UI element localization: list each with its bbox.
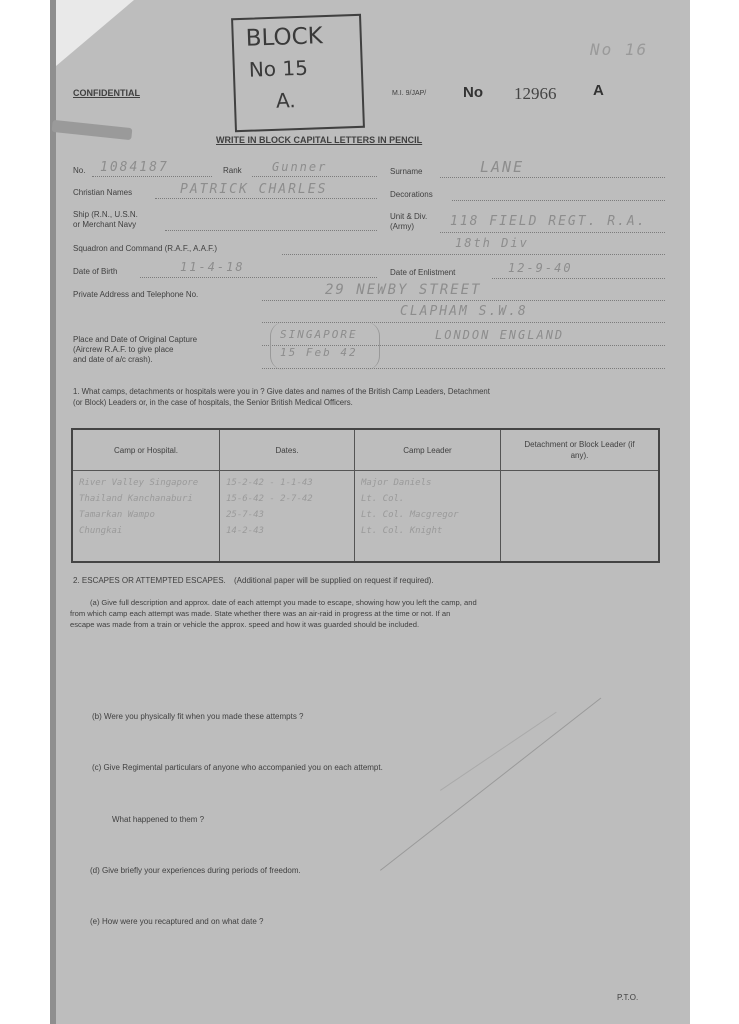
camps-table [71,428,660,563]
question-c: (c) Give Regimental particulars of anyone who accompanied you on each attempt. [92,763,383,772]
unit-value-1: 118 FIELD REGT. R.A. [450,214,647,229]
ship-label-1: Ship (R.N., U.S.N. [73,210,138,219]
enlistment-value: 12-9-40 [508,261,573,275]
cell-camp: Tamarkan Wampo [79,510,155,520]
question-a-line-1: (a) Give full description and approx. date of each attempt you made to escape, showing how you left the camp, and [90,598,477,607]
column-camp-or-hospital: Camp or Hospital. [72,429,220,471]
cell-leader: Lt. Col. Knight [361,526,443,536]
cell-leader: Lt. Col. [361,494,405,504]
squadron-label: Squadron and Command (R.A.F., A.A.F.) [73,244,218,253]
pto-label: P.T.O. [617,993,639,1002]
block-stamp [231,14,365,132]
question-a-line-2: from which camp each attempt was made. State whether there was an air-raid in progress at the time or not. If an [70,609,451,618]
section2-heading-title: 2. ESCAPES OR ATTEMPTED ESCAPES. [73,576,226,585]
dob-label: Date of Birth [73,267,118,276]
surname-value: LANE [480,158,525,176]
capture-value-1: SINGAPORE [280,328,358,341]
decorations-label: Decorations [390,190,433,199]
page-edge-shadow [50,0,56,1024]
cell-leader: Lt. Col. Macgregor [361,510,459,520]
cell-camp: Thailand Kanchanaburi [79,494,193,504]
address-line-3: LONDON ENGLAND [435,328,565,342]
unit-label-1: Unit & Div. [390,212,428,221]
cell-leader: Major Daniels [361,478,432,488]
section2-heading-note: (Additional paper will be supplied on request if required). [234,576,434,585]
cell-dates: 15-6-42 - 2-7-42 [226,494,313,504]
pencil-note: No 16 [590,40,649,59]
stamp-line-1: BLOCK [245,23,324,52]
cell-camp: River Valley Singapore [79,478,199,488]
no-label: No. [73,166,86,175]
unit-value-2: 18th Div [455,236,529,250]
section1-question-line-2: (or Block) Leaders or, in the case of hospitals, the Senior British Medical Officers. [73,398,353,407]
address-line-1: 29 NEWBY STREET [325,282,482,298]
question-c-followup: What happened to them ? [112,815,205,824]
ship-label-2: or Merchant Navy [73,220,137,229]
column-dates: Dates. [220,429,355,471]
address-label: Private Address and Telephone No. [73,290,199,299]
capture-label-3: and date of a/c crash). [73,355,153,364]
address-line-2: CLAPHAM S.W.8 [400,304,528,319]
christian-names-value: PATRICK CHARLES [180,182,328,197]
capture-label-1: Place and Date of Original Capture [73,335,198,344]
column-camp-leader: Camp Leader [355,429,501,471]
capture-label-2: (Aircrew R.A.F. to give place [73,345,174,354]
camps-table-header [72,429,659,471]
confidential-label: CONFIDENTIAL [73,88,140,98]
cell-dates: 25-7-43 [226,510,264,520]
table-row [72,471,659,563]
question-a-line-3: escape was made from a train or vehicle the approx. speed and how it was guarded should be included. [70,620,420,629]
rank-label: Rank [223,166,242,175]
stamp-line-2: No 15 [248,55,309,82]
unit-label-2: (Army) [390,222,414,231]
cell-dates: 15-2-42 - 1-1-43 [226,478,313,488]
stamp-line-3: A. [275,88,297,113]
cell-camp: Chungkai [79,526,123,536]
no-value: 1084187 [100,160,169,175]
question-d: (d) Give briefly your experiences during periods of freedom. [90,866,301,875]
surname-label: Surname [390,167,423,176]
column-detachment-leader: Detachment or Block Leader (if any). [501,429,660,471]
ref-code: M.I. 9/JAP/ [392,90,427,97]
question-b: (b) Were you physically fit when you made these attempts ? [92,712,304,721]
rank-value: Gunner [272,160,328,174]
section1-question-line-1: 1. What camps, detachments or hospitals were you in ? Give dates and names of the British Camp Leaders, Detachment [73,387,490,396]
section2-heading [73,576,434,585]
number-label: No [463,84,483,101]
form-number-suffix: A [593,82,604,99]
dob-value: 11-4-18 [180,260,245,274]
capture-value-2: 15 Feb 42 [280,346,358,359]
christian-names-label: Christian Names [73,188,133,197]
enlistment-label: Date of Enlistment [390,268,456,277]
form-number: 12966 [514,84,557,103]
instruction-heading: WRITE IN BLOCK CAPITAL LETTERS IN PENCIL [216,135,423,145]
question-e: (e) How were you recaptured and on what date ? [90,917,264,926]
cell-dates: 14-2-43 [226,526,264,536]
